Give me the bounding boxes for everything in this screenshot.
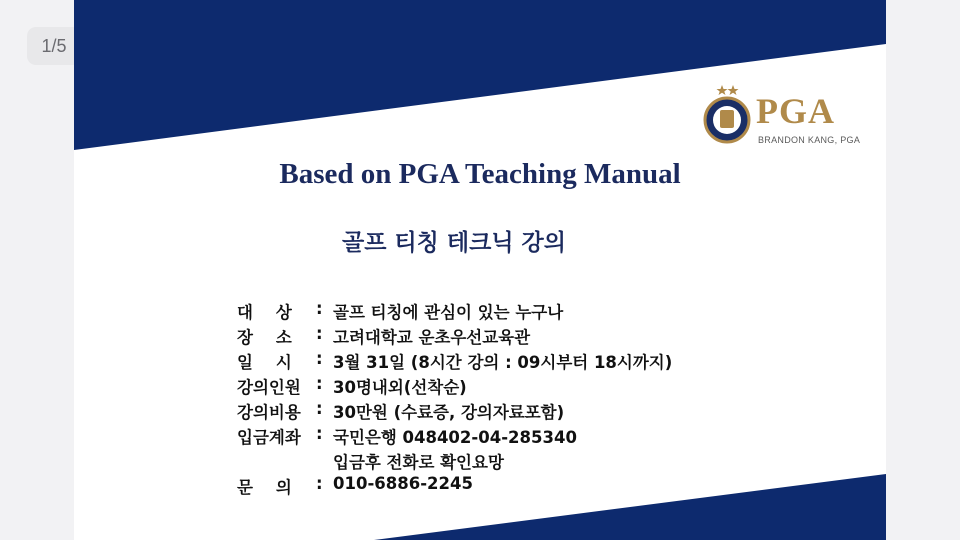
info-value: 고려대학교 운초우선교육관 [333,328,531,347]
info-value: 30명내외(선착순) [333,378,467,397]
info-colon: : [316,424,323,443]
info-colon: : [316,474,323,493]
slide [74,0,886,540]
info-value: 3월 31일 (8시간 강의 : 09시부터 18시까지) [333,353,673,372]
info-label: 문 의 [237,478,292,497]
info-label: 장 소 [237,328,292,347]
logo-subtitle: BRANDON KANG, PGA [758,135,861,145]
info-colon: : [316,374,323,393]
logo-wordmark: PGA [756,91,835,131]
info-label: 대 상 [237,303,292,322]
title-korean: 골프 티칭 테크닉 강의 [342,230,566,256]
info-label: 입금계좌 [237,428,301,447]
info-colon: : [316,299,323,318]
info-label: 강의비용 [237,403,301,422]
info-value: 국민은행 048402-04-285340 [333,428,577,447]
info-label: 일 시 [237,353,292,372]
info-value: 입금후 전화로 확인요망 [333,453,504,472]
page-indicator: 1/5 [27,27,81,65]
info-value: 30만원 (수료증, 강의자료포함) [333,403,565,422]
info-colon: : [316,399,323,418]
info-colon: : [316,324,323,343]
info-value: 010-6886-2245 [333,474,473,493]
info-value: 골프 티칭에 관심이 있는 누구나 [333,303,564,322]
title-english: Based on PGA Teaching Manual [279,158,681,190]
info-colon: : [316,349,323,368]
info-label: 강의인원 [237,378,301,397]
